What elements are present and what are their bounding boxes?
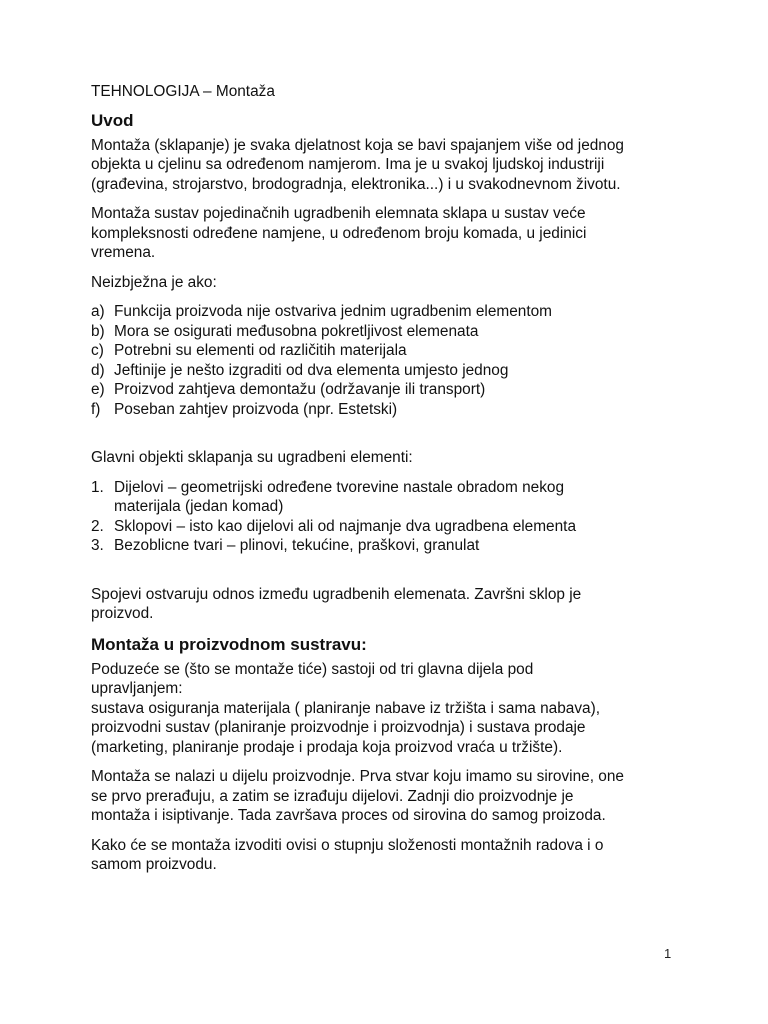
list-item xyxy=(91,536,691,556)
list-marker: 1. xyxy=(91,478,104,496)
list-item xyxy=(91,400,691,420)
list-item xyxy=(91,302,691,322)
list-item-text: Poseban zahtjev proizvoda (npr. Estetski) xyxy=(114,400,398,418)
list-item-text: Jeftinije je nešto izgraditi od dva elementa umjesto jednog xyxy=(114,361,509,379)
heading-production-system: Montaža u proizvodnom sustravu: xyxy=(91,634,367,654)
text-line: kompleksnosti određene namjene, u određenom broju komada, u jedinici xyxy=(91,224,587,242)
heading-uvod: Uvod xyxy=(91,110,134,130)
list-item xyxy=(91,341,691,361)
paragraph-company xyxy=(91,660,691,758)
list-item-text: Proizvod zahtjeva demontažu (održavanje ili transport) xyxy=(114,381,486,398)
conditions-list xyxy=(91,302,691,419)
paragraph-unavoidable: Neizbježna je ako: xyxy=(91,273,217,291)
paragraph-production xyxy=(91,767,691,826)
list-item xyxy=(91,380,691,400)
text-line: Montaža se nalazi u dijelu proizvodnje. Prva stvar koju imamo su sirovine, one xyxy=(91,768,624,785)
text-line: Montaža (sklapanje) je svaka djelatnost koja se bavi spajanjem više od jednog xyxy=(91,136,624,154)
list-item xyxy=(91,478,691,517)
list-marker: c) xyxy=(91,342,104,359)
list-item-text: Sklopovi – isto kao dijelovi ali od najmanje dva ugradbena elementa xyxy=(114,517,577,535)
paragraph-complexity xyxy=(91,836,691,875)
text-line: sustava osiguranja materijala ( planiranje nabave iz tržišta i sama nabava), xyxy=(91,699,601,717)
list-item xyxy=(91,361,691,381)
text-line: Spojevi ostvaruju odnos između ugradbenih elemenata. Završni sklop je xyxy=(91,585,582,603)
text-line: Kako će se montaža izvoditi ovisi o stupnju složenosti montažnih radova i o xyxy=(91,836,604,854)
document-title: TEHNOLOGIJA – Montaža xyxy=(91,83,275,100)
objects-list xyxy=(91,478,691,556)
text-line: proizvod. xyxy=(91,605,154,622)
paragraph-system xyxy=(91,204,691,263)
list-item-text: Dijelovi – geometrijski određene tvorevine nastale obradom nekog xyxy=(114,478,565,496)
list-item xyxy=(91,517,691,537)
list-item-text: Potrebni su elementi od različitih materijala xyxy=(114,342,407,359)
list-item-text: Mora se osigurati međusobna pokretljivost elemenata xyxy=(114,322,479,340)
list-item xyxy=(91,322,691,342)
text-line: (marketing, planiranje prodaje i prodaja koja proizvod vraća u tržište). xyxy=(91,738,563,756)
list-marker: a) xyxy=(91,303,105,320)
paragraph-joints xyxy=(91,585,691,624)
list-marker: 3. xyxy=(91,537,104,554)
list-item-text: Bezoblicne tvari – plinovi, tekućine, praškovi, granulat xyxy=(114,537,480,554)
page-number: 1 xyxy=(664,946,672,961)
text-line: Poduzeće se (što se montaže tiće) sastoji od tri glavna dijela pod xyxy=(91,660,534,678)
list-item-text: Funkcija proizvoda nije ostvariva jednim ugradbenim elementom xyxy=(114,303,552,320)
text-line: proizvodni sustav (planiranje proizvodnje i proizvodnja) i sustava prodaje xyxy=(91,719,586,736)
text-line: Montaža sustav pojedinačnih ugradbenih elemnata sklapa u sustav veće xyxy=(91,205,586,222)
text-line: samom proizvodu. xyxy=(91,856,217,873)
document-page xyxy=(91,82,691,885)
text-line: upravljanjem: xyxy=(91,680,183,697)
text-line: objekta u cjelinu sa određenom namjerom. Ima je u svakoj ljudskoj industriji xyxy=(91,156,605,173)
text-line: (građevina, strojarstvo, brodogradnja, elektronika...) i u svakodnevnom životu. xyxy=(91,175,621,193)
text-line: montaža i isiptivanje. Tada završava proces od sirovina do samog proizoda. xyxy=(91,807,606,824)
text-line: vremena. xyxy=(91,244,156,261)
list-marker: d) xyxy=(91,361,105,379)
list-marker: f) xyxy=(91,400,101,418)
text-line: se prvo prerađuju, a zatim se izrađuju dijelovi. Zadnji dio proizvodnje je xyxy=(91,787,574,805)
list-item-text: materijala (jedan komad) xyxy=(114,498,284,515)
paragraph-definition xyxy=(91,136,691,195)
list-marker: b) xyxy=(91,322,105,340)
list-marker: e) xyxy=(91,381,105,398)
paragraph-objects-intro: Glavni objekti sklapanja su ugradbeni elementi: xyxy=(91,449,413,466)
list-marker: 2. xyxy=(91,517,104,535)
